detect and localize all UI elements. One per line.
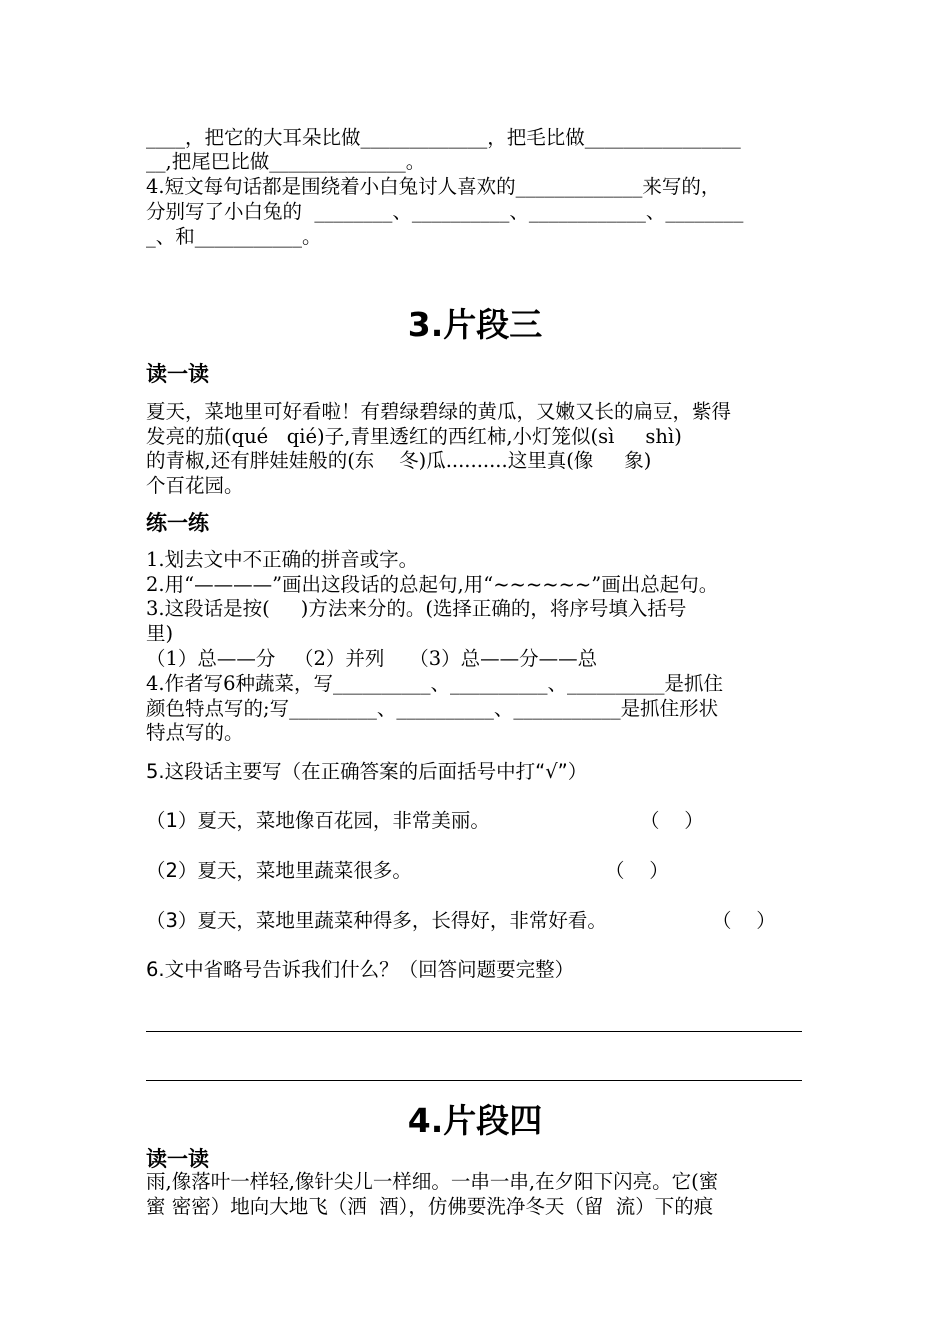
option-text: （2）夏天，菜地里蔬菜很多。 [146, 859, 412, 882]
section-title: 4.片段四 [407, 1101, 543, 1140]
question-4: 4.作者写6种蔬菜，写__________、__________、__________是抓住 [146, 672, 724, 695]
option-text: （3）夏天，菜地里蔬菜种得多，长得好，非常好看。 [146, 909, 607, 932]
text-line: 颜色特点写的;写_________、__________、___________是抓住形状 [146, 697, 719, 720]
passage-line: 发亮的茄(qué qié)子,青里透红的西红柿,小灯笼似(sì shì) [146, 425, 682, 448]
text-line: _、和___________。 [146, 225, 322, 248]
read-heading: 读一读 [146, 1147, 209, 1171]
question-3: 3.这段话是按( )方法来分的。(选择正确的，将序号填入括号 [146, 597, 687, 620]
text-line: 特点写的。 [146, 721, 244, 744]
passage-line: 的青椒,还有胖娃娃般的(东 冬)瓜..........这里真(像 象) [146, 449, 652, 472]
answer-parentheses[interactable]: （ ） [712, 909, 776, 932]
question-2: 2.用“————”画出这段话的总起句,用“~~~~~~”画出总起句。 [146, 573, 719, 596]
question-4: 4.短文每句话都是围绕着小白兔讨人喜欢的_____________来写的， [146, 175, 721, 198]
practice-heading: 练一练 [146, 511, 209, 535]
answer-parentheses[interactable]: （ ） [605, 859, 669, 882]
section-title: 3.片段三 [407, 305, 543, 344]
passage-line: 蜜 密密）地向大地飞（洒 酒），仿佛要洗净冬天（留 流）下的痕 [146, 1195, 714, 1218]
text-line: __,把尾巴比做______________。 [146, 150, 426, 173]
question-1: 1.划去文中不正确的拼音或字。 [146, 548, 419, 571]
passage-line: 个百花园。 [146, 474, 244, 497]
question-5: 5.这段话主要写（在正确答案的后面括号中打“√”） [146, 760, 588, 783]
answer-line[interactable] [146, 1080, 802, 1081]
passage-line: 夏天，菜地里可好看啦！有碧绿碧绿的黄瓜，又嫩又长的扁豆，紫得 [146, 400, 732, 423]
option-text: （1）夏天，菜地像百花园，非常美丽。 [146, 809, 490, 832]
question-6: 6.文中省略号告诉我们什么？（回答问题要完整） [146, 958, 575, 981]
choice-line: （1）总——分 （2）并列 （3）总——分——总 [146, 647, 598, 670]
passage-line: 雨,像落叶一样轻,像针尖儿一样细。一串一串,在夕阳下闪亮。它(蜜 [146, 1170, 719, 1193]
answer-parentheses[interactable]: （ ） [640, 809, 704, 832]
answer-line[interactable] [146, 1031, 802, 1032]
text-line: ____，把它的大耳朵比做_____________，把毛比做________________ [146, 126, 741, 149]
text-line: 里) [146, 622, 174, 645]
read-heading: 读一读 [146, 362, 209, 386]
text-line: 分别写了小白兔的 ________、__________、____________、________ [146, 200, 744, 223]
